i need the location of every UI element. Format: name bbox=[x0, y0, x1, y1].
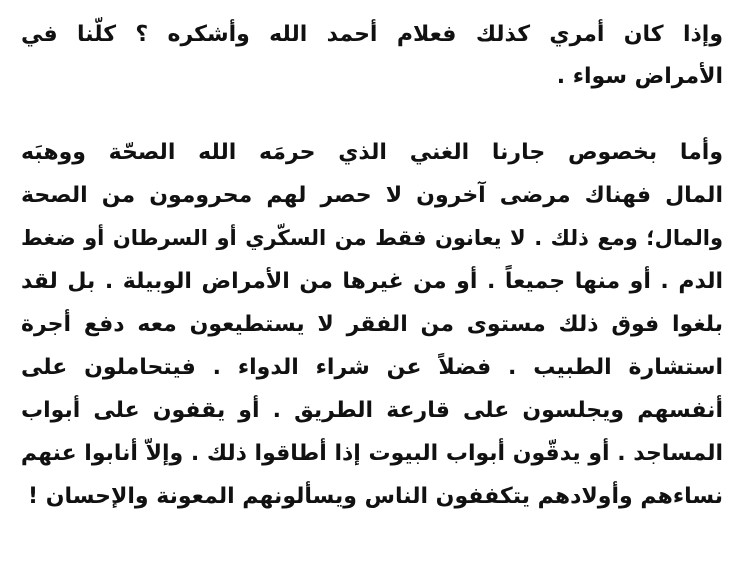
text-line: المال فهناك مرضى آخرون لا حصر لهم محرومون من الصحة bbox=[21, 183, 723, 208]
paragraph-2 bbox=[21, 131, 723, 518]
text-line: والمال؛ ومع ذلك . لا يعانون فقط من السكّري أو السرطان أو ضغط bbox=[21, 226, 723, 250]
text-line: المساجد . أو يدقّون أبواب البيوت إذا أطاقوا ذلك . وإلاّ أنابوا عنهم bbox=[21, 441, 723, 466]
text-line: بلغوا فوق ذلك مستوى من الفقر لا يستطيعون معه دفع أجرة bbox=[21, 312, 723, 337]
text-line: الدم . أو منها جميعاً . أو من غيرها من الأمراض الوبيلة . بل لقد bbox=[21, 269, 723, 294]
text-line: وإذا كان أمري كذلك فعلام أحمد الله وأشكره ؟ كلّنا في bbox=[21, 22, 723, 47]
text-line: أنفسهم ويجلسون على قارعة الطريق . أو يقفون على أبواب bbox=[21, 398, 723, 423]
text-line: الأمراض سواء . bbox=[556, 64, 723, 89]
text-line: استشارة الطبيب . فضلاً عن شراء الدواء . فيتحاملون على bbox=[21, 355, 723, 380]
paragraph-1 bbox=[21, 14, 723, 98]
text-line: نساءهم وأولادهم يتكففون الناس ويسألونهم المعونة والإحسان ! bbox=[28, 484, 723, 509]
text-line: وأما بخصوص جارنا الغني الذي حرمَه الله الصحّة ووهبَه bbox=[21, 140, 723, 165]
